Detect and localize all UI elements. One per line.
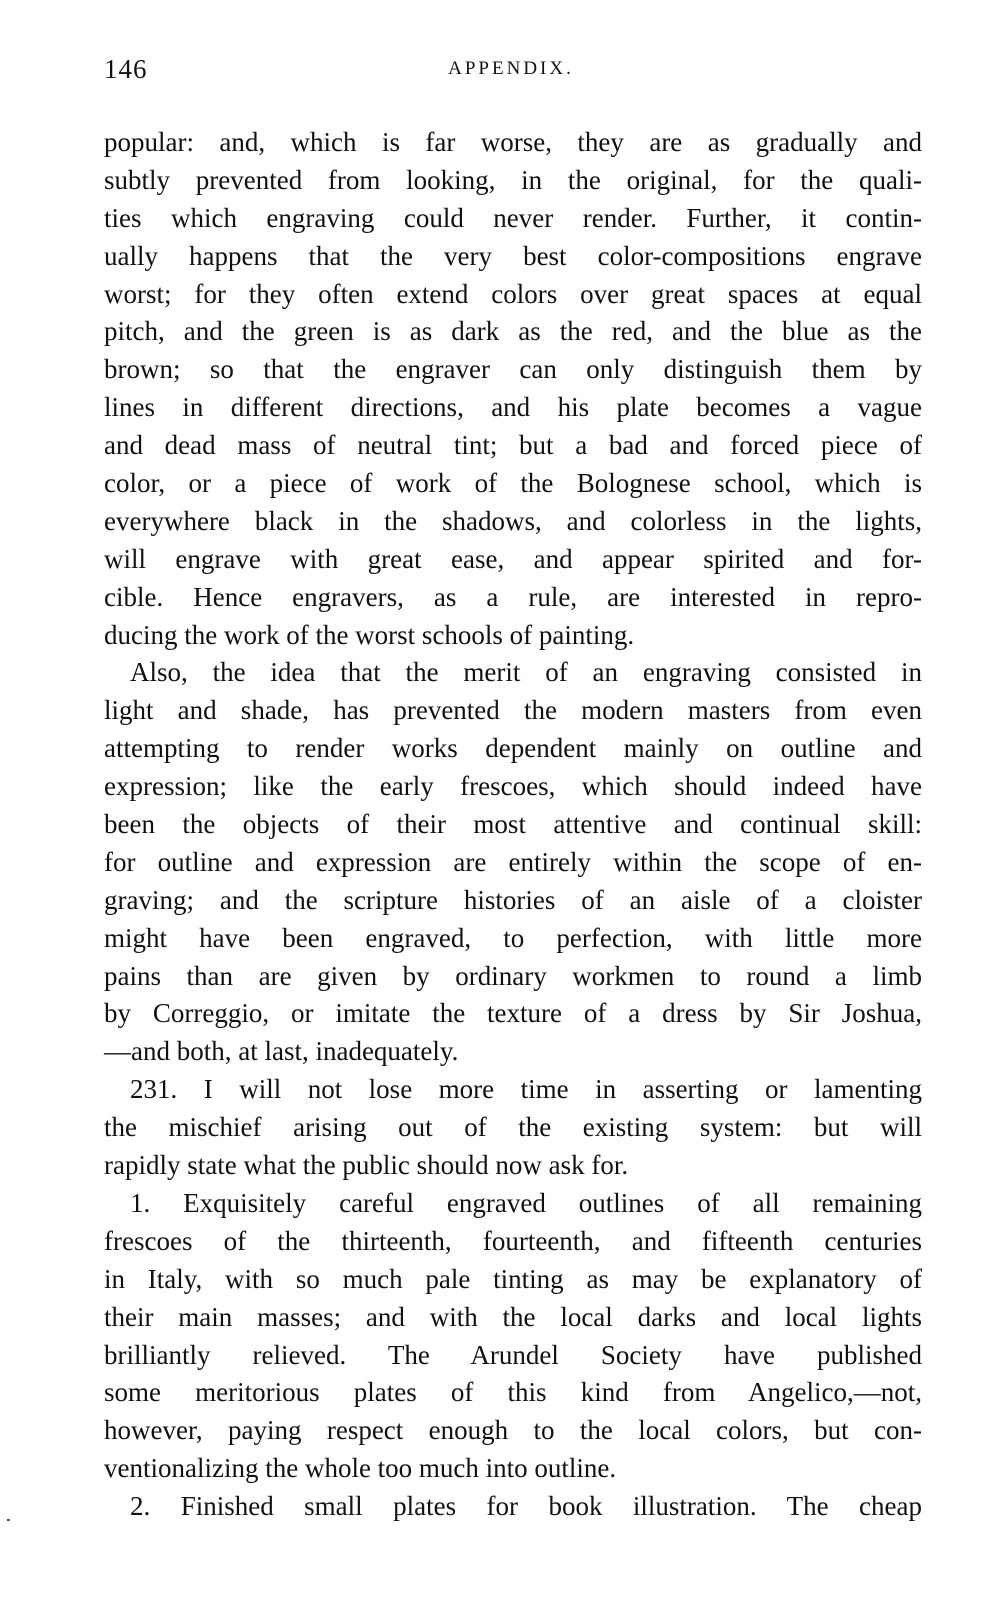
- text-line: rapidly state what the public should now ask for.: [104, 1150, 629, 1181]
- text-line: cible. Hence engravers, as a rule, are interested in repro-: [104, 581, 922, 612]
- text-line: ties which engraving could never render. Further, it contin-: [104, 202, 922, 233]
- text-line: ventionalizing the whole too much into outline.: [104, 1453, 617, 1484]
- text-line: in Italy, with so much pale tinting as may be explanatory of: [104, 1263, 922, 1294]
- text-line: light and shade, has prevented the modern masters from even: [104, 695, 922, 726]
- text-line: brown; so that the engraver can only distinguish them by: [104, 354, 922, 385]
- text-line: the mischief arising out of the existing system: but will: [104, 1112, 922, 1143]
- text-line: for outline and expression are entirely within the scope of en-: [104, 846, 922, 877]
- page-number: 146: [104, 54, 148, 84]
- text-line: ducing the work of the worst schools of painting.: [104, 619, 635, 650]
- text-line: expression; like the early frescoes, which should indeed have: [104, 771, 922, 802]
- text-line: some meritorious plates of this kind from Angelico,—not,: [104, 1377, 922, 1408]
- body-text: [104, 124, 922, 1526]
- text-line: —and both, at last, inadequately.: [104, 1036, 459, 1067]
- text-line: subtly prevented from looking, in the original, for the quali-: [104, 164, 922, 195]
- text-line: pitch, and the green is as dark as the red, and the blue as the: [104, 316, 922, 347]
- paragraph-first-line: 2. Finished small plates for book illustration. The cheap: [130, 1491, 922, 1522]
- text-line: brilliantly relieved. The Arundel Society have published: [104, 1339, 922, 1370]
- text-line: will engrave with great ease, and appear spirited and for-: [104, 543, 922, 574]
- text-line: popular: and, which is far worse, they are as gradually and: [104, 127, 922, 157]
- running-head: [98, 54, 924, 94]
- paragraph-first-line: 231. I will not lose more time in asserting or lamenting: [130, 1074, 922, 1105]
- text-line: been the objects of their most attentive and continual skill:: [104, 809, 922, 840]
- text-line: everywhere black in the shadows, and colorless in the lights,: [104, 505, 922, 536]
- text-line: worst; for they often extend colors over great spaces at equal: [104, 278, 922, 309]
- paragraph-first-line: Also, the idea that the merit of an engraving consisted in: [130, 657, 922, 688]
- text-line: their main masses; and with the local darks and local lights: [104, 1301, 922, 1332]
- running-title: APPENDIX.: [448, 58, 574, 79]
- paragraph-first-line: 1. Exquisitely careful engraved outlines of all remaining: [130, 1187, 922, 1218]
- text-line: color, or a piece of work of the Bolognese school, which is: [104, 468, 922, 499]
- text-line: frescoes of the thirteenth, fourteenth, and fifteenth centuries: [104, 1225, 922, 1256]
- text-line: and dead mass of neutral tint; but a bad and forced piece of: [104, 430, 922, 461]
- scan-speck: [7, 1519, 10, 1521]
- text-line: ually happens that the very best color-compositions engrave: [104, 240, 922, 271]
- text-line: pains than are given by ordinary workmen to round a limb: [104, 960, 922, 991]
- text-line: however, paying respect enough to the local colors, but con-: [104, 1415, 922, 1446]
- text-line: might have been engraved, to perfection, with little more: [104, 922, 922, 953]
- text-line: attempting to render works dependent mainly on outline and: [104, 733, 922, 764]
- text-line: lines in different directions, and his plate becomes a vague: [104, 392, 922, 423]
- text-line: graving; and the scripture histories of an aisle of a cloister: [104, 884, 922, 915]
- text-line: by Correggio, or imitate the texture of a dress by Sir Joshua,: [104, 998, 922, 1029]
